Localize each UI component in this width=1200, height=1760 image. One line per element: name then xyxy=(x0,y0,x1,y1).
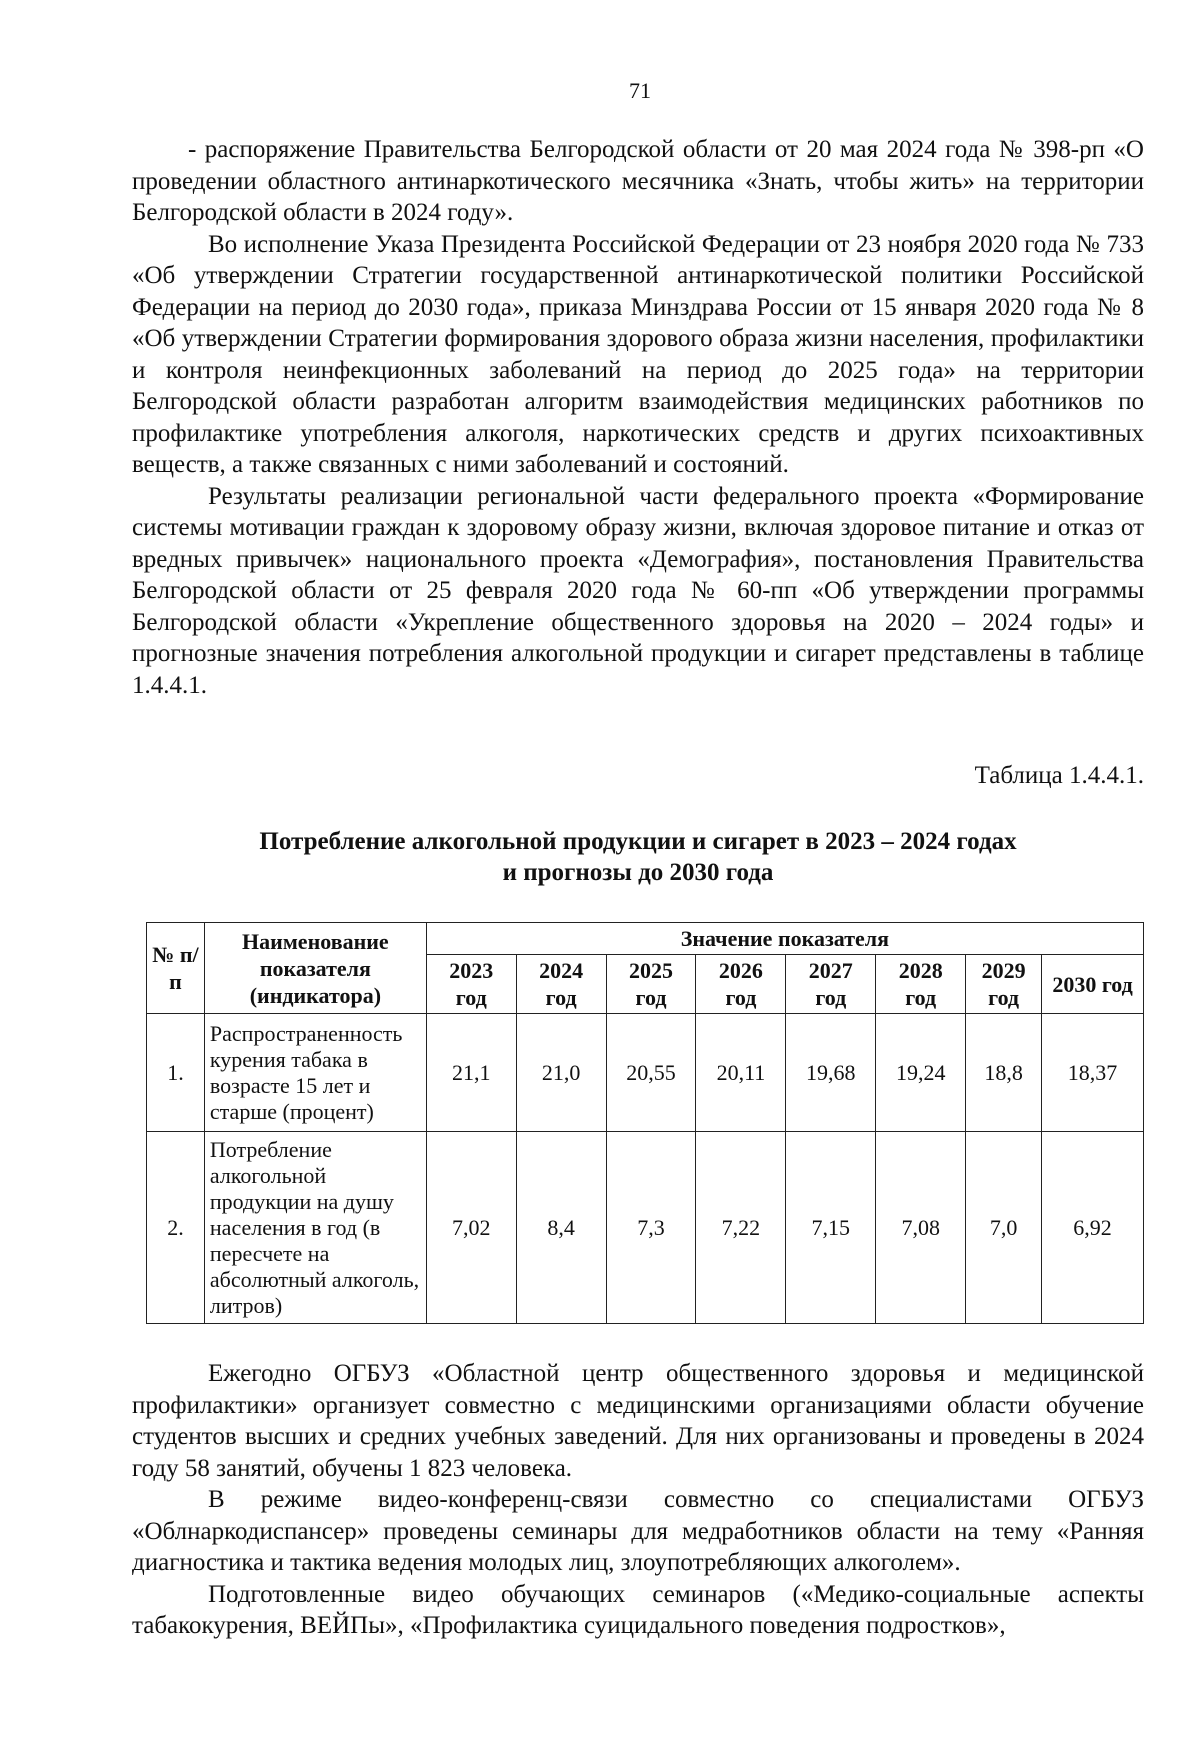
table-row xyxy=(147,1132,1144,1324)
table-title-line: Потребление алкогольной продукции и сигарет в 2023 – 2024 годах xyxy=(259,828,1017,855)
cell-value: 19,68 xyxy=(786,1014,876,1132)
header-year: 2025 год xyxy=(606,955,696,1014)
row-num: 2. xyxy=(147,1132,205,1324)
paragraph: Результаты реализации региональной части федерального проекта «Формирование системы мотивации граждан к здоровому образу жизни, включая здоровое питание и отказ от вредных привычек» национального проекта «Демография», постановления Правительства Белгородской области от 25 февраля 2020 года № 60-пп «Об утверждении программы Белгородской области «Укрепление общественного здоровья на 2020 – 2024 годы» и прогнозные значения потребления алкогольной продукции и сигарет представлены в таблице 1.4.4.1. xyxy=(132,482,1144,699)
header-year: 2029 год xyxy=(966,955,1042,1014)
cell-value: 20,11 xyxy=(696,1014,786,1132)
header-name: Наименование показателя (индикатора) xyxy=(204,923,426,1014)
data-table xyxy=(146,922,1144,1324)
paragraph: В режиме видео-конференц-связи совместно со специалистами ОГБУЗ «Облнаркодиспансер» проведены семинары для медработников области на тему «Ранняя диагностика и тактика ведения молодых лиц, злоупотребляющих алкоголем». xyxy=(132,1486,1144,1576)
cell-value: 18,8 xyxy=(966,1014,1042,1132)
header-year: 2024 год xyxy=(516,955,606,1014)
header-year: 2027 год xyxy=(786,955,876,1014)
paragraph: Во исполнение Указа Президента Российской Федерации от 23 ноября 2020 года № 733 «Об утверждении Стратегии государственной антинаркотической политики Российской Федерации на период до 2030 года», приказа Минздрава России от 15 января 2020 года № 8 «Об утверждении Стратегии формирования здорового образа жизни населения, профилактики и контроля неинфекционных заболеваний на период до 2025 года» на территории Белгородской области разработан алгоритм взаимодействия медицинских работников по профилактике употребления алкоголя, наркотических средств и других психоактивных веществ, а также связанных с ними заболеваний и состояний. xyxy=(132,230,1144,478)
cell-value: 7,02 xyxy=(426,1132,516,1324)
header-values: Значение показателя xyxy=(426,923,1143,955)
header-year: 2028 год xyxy=(876,955,966,1014)
cell-value: 7,22 xyxy=(696,1132,786,1324)
header-year: 2023 год xyxy=(426,955,516,1014)
header-year: 2026 год xyxy=(696,955,786,1014)
cell-value: 20,55 xyxy=(606,1014,696,1132)
row-name: Распространенность курения табака в возрасте 15 лет и старше (процент) xyxy=(204,1014,426,1132)
cell-value: 21,1 xyxy=(426,1014,516,1132)
paragraph: Ежегодно ОГБУЗ «Областной центр общественного здоровья и медицинской профилактики» организует совместно с медицинскими организациями области обучение студентов высших и средних учебных заведений. Для них организованы и проведены в 2024 году 58 занятий, обучены 1 823 человека. xyxy=(132,1360,1144,1482)
header-year: 2030 год xyxy=(1042,955,1144,1014)
cell-value: 7,08 xyxy=(876,1132,966,1324)
body-text-bottom xyxy=(132,1358,1144,1642)
cell-value: 21,0 xyxy=(516,1014,606,1132)
paragraph: - распоряжение Правительства Белгородской области от 20 мая 2024 года № 398-рп «О проведении областного антинаркотического месячника «Знать, чтобы жить» на территории Белгородской области в 2024 году». xyxy=(132,136,1144,226)
cell-value: 7,0 xyxy=(966,1132,1042,1324)
header-num: № п/п xyxy=(147,923,205,1014)
cell-value: 8,4 xyxy=(516,1132,606,1324)
row-num: 1. xyxy=(147,1014,205,1132)
table-title-line: и прогнозы до 2030 года xyxy=(502,859,774,886)
table-header-row xyxy=(147,923,1144,955)
cell-value: 18,37 xyxy=(1042,1014,1144,1132)
cell-value: 7,3 xyxy=(606,1132,696,1324)
cell-value: 7,15 xyxy=(786,1132,876,1324)
page-number: 71 xyxy=(629,78,651,103)
table-title xyxy=(132,826,1144,888)
table-row xyxy=(147,1014,1144,1132)
row-name: Потребление алкогольной продукции на душу населения в год (в пересчете на абсолютный алкоголь, литров) xyxy=(204,1132,426,1324)
body-text-top xyxy=(132,134,1144,701)
cell-value: 6,92 xyxy=(1042,1132,1144,1324)
cell-value: 19,24 xyxy=(876,1014,966,1132)
table-caption: Таблица 1.4.4.1. xyxy=(974,762,1144,789)
paragraph: Подготовленные видео обучающих семинаров («Медико-социальные аспекты табакокурения, ВЕЙПы», «Профилактика суицидального поведения подростков», xyxy=(132,1580,1144,1639)
